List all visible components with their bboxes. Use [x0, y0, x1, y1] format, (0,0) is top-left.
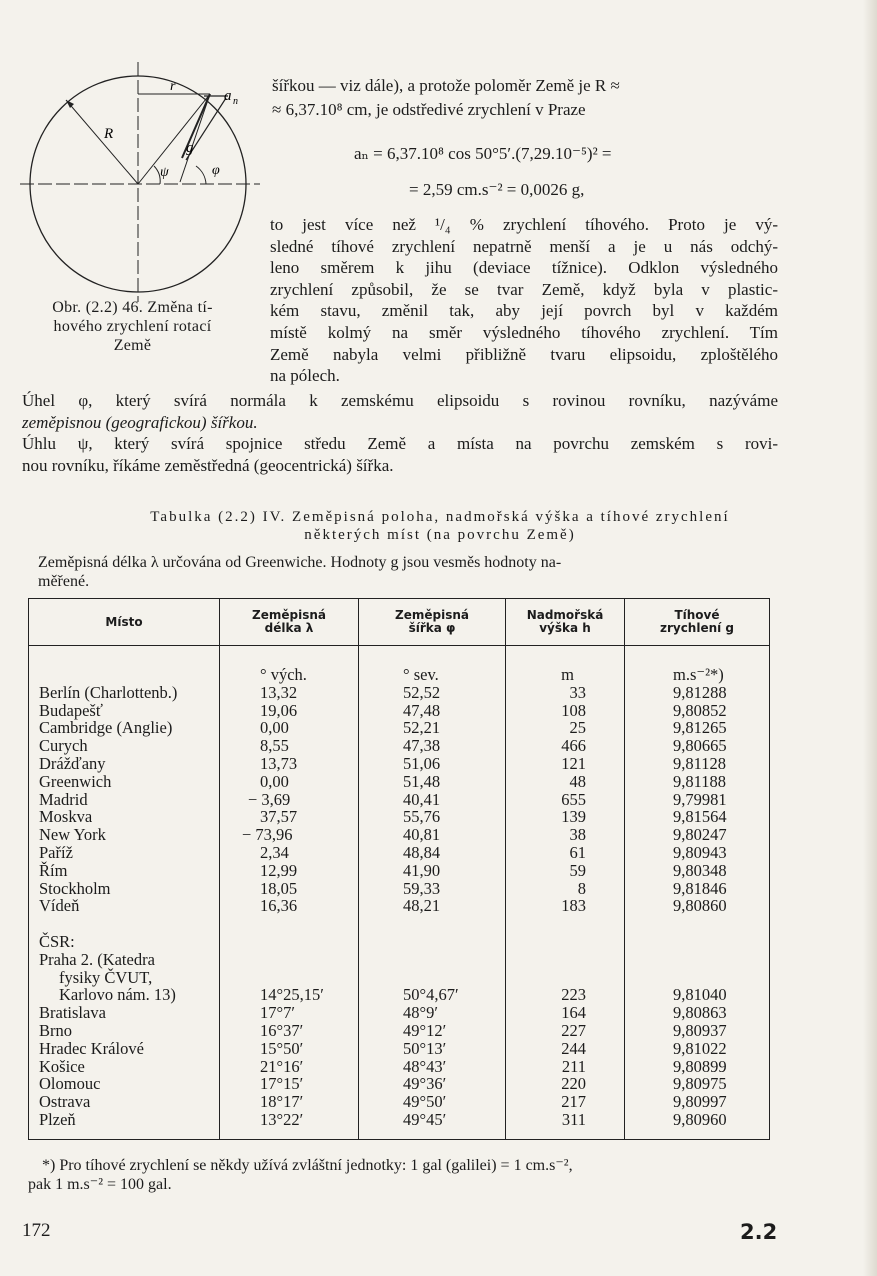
section-number: 2.2	[740, 1220, 778, 1244]
footnote-line: pak 1 m.s⁻² = 100 gal.	[28, 1176, 172, 1193]
unit-grav: m.s⁻²*)	[673, 665, 724, 684]
table-note-line: Zeměpisná délka λ určována od Greenwiche. Hodnoty g jsou vesměs hodnoty na-	[38, 554, 562, 571]
cell-place: Košice	[39, 1056, 85, 1076]
column-place	[29, 646, 220, 1140]
table-title-line: některých míst (na povrchu Země)	[304, 527, 576, 543]
cell-place: Moskva	[39, 807, 93, 827]
gravity-table	[28, 598, 770, 1140]
equation-2: = 2,59 cm.s⁻² = 0,0026 g,	[409, 180, 585, 199]
def-line: Úhel φ, který svírá normála k zemskému elipsoidu s rovinou rovníku, nazýváme	[22, 391, 778, 410]
cell-place: Brno	[39, 1020, 72, 1040]
para-line: Země nabyla velmi přibližně tvaru elipsoidu, zploštělého	[270, 344, 778, 364]
label-phi: φ	[212, 163, 220, 178]
def-line: Úhlu ψ, který svírá spojnice středu Země a místa na povrchu zemském s rovi-	[22, 434, 778, 454]
header-place: Místo	[29, 599, 220, 646]
csr-label: ČSR:	[39, 931, 75, 951]
label-R: R	[104, 126, 114, 142]
label-g: g	[186, 140, 194, 156]
unit-lat: ° sev.	[403, 665, 439, 684]
paragraph-definitions	[22, 390, 778, 476]
cell-place: Praha 2. (Katedra	[39, 949, 155, 969]
cell-place: Hradec Králové	[39, 1038, 144, 1058]
label-r: r	[170, 79, 176, 94]
cell-place: fysiky ČVUT,	[59, 967, 153, 987]
cell-place: Madrid	[39, 789, 88, 809]
para-line: na pólech.	[270, 366, 340, 386]
cell-place: Budapešť	[39, 700, 103, 720]
para-line: místě kolmý na směr výsledného tíhového zrychlení. Tím	[270, 322, 778, 342]
cell-place: Stockholm	[39, 878, 111, 898]
page-number: 172	[22, 1220, 51, 1241]
text-line-2: ≈ 6,37.10⁸ cm, je odstředivé zrychlení v Praze	[272, 100, 586, 119]
caption-line: Obr. (2.2) 46. Změna tí-	[52, 299, 213, 316]
cell-place: Ostrava	[39, 1092, 91, 1112]
radius-R	[66, 100, 138, 184]
equation-1: aₙ = 6,37.10⁸ cos 50°5′.(7,29.10⁻⁵)² =	[354, 144, 612, 163]
header-latitude: Zeměpisná šířka φ	[359, 599, 506, 646]
cell-place: Karlovo nám. 13)	[59, 985, 176, 1005]
cell-place: Vídeň	[39, 896, 80, 916]
paragraph-deviation	[270, 214, 778, 387]
para-line: sledné tíhové zrychlení nepatrně menší a je u nás odchý-	[270, 236, 778, 256]
label-psi: ψ	[160, 165, 169, 180]
earth-rotation-figure	[20, 62, 265, 302]
cell-place: Drážďany	[39, 753, 106, 773]
para-line: to jest více než ¹/₄ % zrychlení tíhového. Proto je vý-	[270, 215, 778, 234]
cell-place: New York	[39, 825, 106, 845]
cell-place: Plzeň	[39, 1109, 76, 1129]
unit-alt: m	[561, 665, 574, 684]
para-line: zrychlení způsobil, že se tvar Země, když byla v plastic-	[270, 279, 778, 299]
text-line-1: šířkou — viz dále), a protože poloměr Země je R ≈	[272, 76, 620, 95]
caption-line: hového zrychlení rotací	[53, 318, 212, 335]
figure-caption	[20, 298, 245, 355]
cell-place: Greenwich	[39, 771, 112, 791]
cell-place: Olomouc	[39, 1074, 101, 1094]
cell-place: Řím	[39, 860, 68, 880]
table-note	[38, 553, 778, 591]
para-line: leno směrem k jihu (deviace tížnice). Odklon výsledného	[270, 258, 778, 278]
column-longitude: ° vých. 13,32 19,06 0,00 8,55 13,73 0,00 − 3,69 37,57 − 73,96 2,34 12,99 18,05 16,36 14°25,15′ 17°7′ 16°37′ 15°50′ 21°16′ 17°15′ 18°17′ 13°22′	[220, 646, 359, 1140]
cell-place: Bratislava	[39, 1003, 106, 1023]
table-title-line: Tabulka (2.2) IV. Zeměpisná poloha, nadmořská výška a tíhové zrychlení	[150, 509, 730, 525]
para-line: kém stavu, změnil tak, aby její povrch byl v každém	[270, 301, 778, 321]
header-altitude: Nadmořská výška h	[506, 599, 625, 646]
unit-lon: ° vých.	[260, 665, 307, 684]
def-line: zeměpisnou (geografickou) šířkou.	[22, 412, 258, 432]
table-title	[20, 508, 860, 544]
caption-line: Země	[113, 337, 152, 354]
cell-place: Cambridge (Anglie)	[39, 718, 173, 738]
cell-place: Paříž	[39, 842, 73, 862]
label-an-sub: n	[233, 96, 238, 107]
column-gravity: m.s⁻²*) 9,81288 9,80852 9,81265 9,80665 9,81128 9,81188 9,79981 9,81564 9,80247 9,80943 9,80348 9,81846 9,80860 9,81040 9,80863 9,80937 9,81022 9,80899 9,80975 9,80997 9,80960	[625, 646, 770, 1140]
cell-place: Berlín (Charlottenb.)	[39, 682, 178, 702]
label-an: a	[224, 88, 232, 104]
column-altitude: m 33 108 25 466 121 48 655 139 38 61 59 8 183 223 164 227 244 211 220 217 311	[506, 646, 625, 1140]
footnote-line: *) Pro tíhové zrychlení se někdy užívá zvláštní jednotky: 1 gal (galilei) = 1 cm.s⁻²,	[42, 1157, 573, 1174]
phi-arc	[196, 166, 206, 184]
header-longitude: Zeměpisná délka λ	[220, 599, 359, 646]
cell-place: Curych	[39, 736, 88, 756]
table-note-line: měřené.	[38, 573, 90, 590]
header-gravity: Tíhové zrychlení g	[625, 599, 770, 646]
footnote	[28, 1156, 780, 1194]
vertical-ref	[180, 94, 210, 182]
column-latitude: ° sev. 52,52 47,48 52,21 47,38 51,06 51,48 40,41 55,76 40,81 48,84 41,90 59,33 48,21 50°4,67′ 48°9′ 49°12′ 50°13′ 48°43′ 49°36′ 49°50′ 49°45′	[359, 646, 506, 1140]
def-line: nou rovníku, říkáme zeměstředná (geocentrická) šířka.	[22, 455, 394, 475]
page-edge-shadow	[863, 0, 877, 1276]
